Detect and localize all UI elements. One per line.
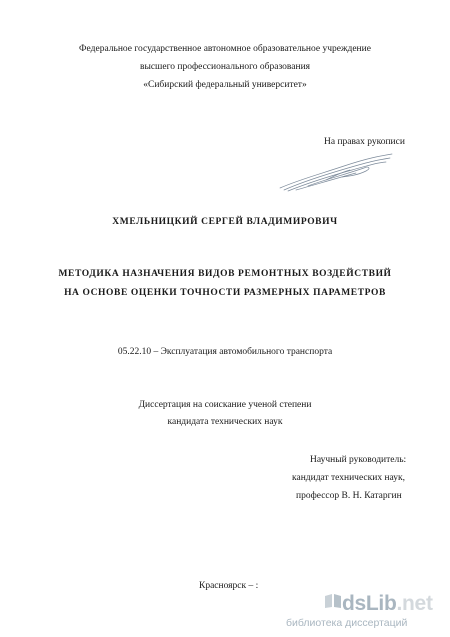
supervisor-degree: кандидат технических наук, xyxy=(292,473,406,483)
supervisor-label: Научный руководитель: xyxy=(310,455,407,465)
institution-line-3: «Сибирский федеральный университет» xyxy=(143,80,307,90)
institution-line-1: Федеральное государственное автономное образовательное учреждение xyxy=(79,44,371,54)
institution-line-2: высшего профессионального образования xyxy=(139,62,311,72)
signature-icon xyxy=(268,150,398,200)
degree-line-1: Диссертация на соискание ученой степени xyxy=(138,400,312,410)
supervisor-name: профессор В. Н. Катаргин xyxy=(296,491,402,501)
degree-line-2: кандидата технических наук xyxy=(167,417,283,427)
watermark-logo: dsLib.net xyxy=(342,592,433,615)
book-icon xyxy=(324,593,342,609)
watermark-subtitle: библиотека диссертаций xyxy=(286,617,408,629)
author-name: ХМЕЛЬНИЦКИЙ СЕРГЕЙ ВЛАДИМИРОВИЧ xyxy=(112,217,338,227)
specialty-code: 05.22.10 – Эксплуатация автомобильного транспорта xyxy=(117,347,333,357)
city-year: Красноярск – : xyxy=(199,581,259,591)
thesis-title-line-2: НА ОСНОВЕ ОЦЕНКИ ТОЧНОСТИ РАЗМЕРНЫХ ПАРАМЕТРОВ xyxy=(64,288,386,298)
dslib-watermark xyxy=(266,586,450,637)
manuscript-note: На правах рукописи xyxy=(324,137,405,147)
thesis-title-line-1: МЕТОДИКА НАЗНАЧЕНИЯ ВИДОВ РЕМОНТНЫХ ВОЗДЕЙСТВИЙ xyxy=(58,269,392,279)
